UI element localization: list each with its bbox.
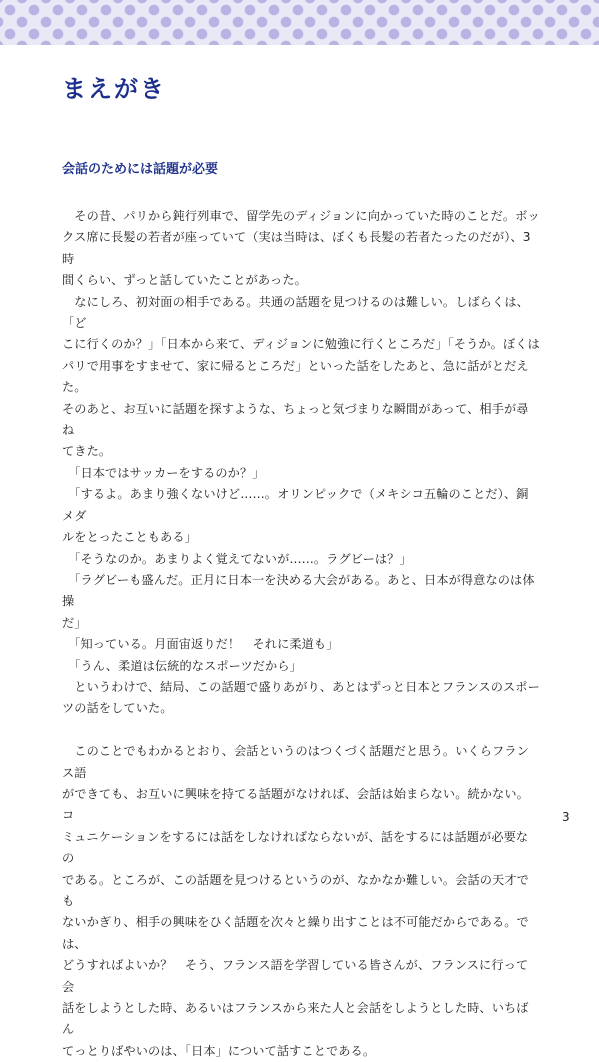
body-line: ないかぎり、相手の興味をひく話題を次々と繰り出すことは不可能だからである。では、 — [62, 915, 529, 951]
body-line: なにしろ、初対面の相手である。共通の話題を見つけるのは難しい。しばらくは、「ど — [62, 294, 529, 331]
body-line: クス席に長髪の若者が座っていて（実は当時は、ぼくも長髪の若者たったのだが）、3時 — [62, 230, 531, 266]
body-text — [62, 206, 540, 1062]
body-line: 「するよ。あまり強くないけど……。オリンピックで（メキシコ五輪のことだ）、銅メダ — [62, 487, 529, 523]
body-line: 話をしようとした時、あるいはフランスから来た人と会話をしようとした時、いちばん — [62, 1001, 529, 1037]
paragraph-gap — [62, 720, 540, 741]
body-line: 「うん、柔道は伝統的なスポーツだから」 — [62, 658, 302, 673]
body-line: だ」 — [62, 615, 87, 630]
chapter-title: まえがき — [62, 75, 166, 103]
body-line: どうすればよいか？ そう、フランス語を学習している皆さんが、フランスに行って会 — [62, 958, 529, 994]
body-line: パリで用事をすませて、家に帰るところだ」といった話をしたあと、急に話がとだえた。 — [62, 358, 529, 395]
body-line: そのあと、お互いに話題を探すような、ちょっと気づまりな瞬間があって、相手が尋ね — [62, 401, 529, 438]
body-line: 間くらい、ずっと話していたことがあった。 — [62, 273, 307, 288]
body-line: てきた。 — [62, 444, 112, 459]
body-line: 「ラグビーも盛んだ。正月に日本一を決める大会がある。あと、日本が得意なのは体操 — [62, 572, 535, 609]
body-line: ルをとったこともある」 — [62, 530, 197, 545]
body-line: このことでもわかるとおり、会話というのはつくづく話題だと思う。いくらフランス語 — [62, 744, 529, 780]
body-line: というわけで、結局、この話題で盛りあがり、あとはずっと日本とフランスのスポー — [62, 679, 540, 694]
dotted-header-band — [0, 0, 599, 45]
body-line: ができても、お互いに興味を持てる話題がなければ、会話は始まらない。続かない。コ — [62, 786, 529, 823]
body-line: てっとりばやいのは、「日本」について話すことである。 — [62, 1043, 376, 1058]
body-line: その昔、パリから鈍行列車で、留学先のディジョンに向かっていた時のことだ。ボッ — [62, 209, 540, 223]
body-line: ツの話をしていた。 — [62, 701, 173, 716]
body-line: 「知っている。月面宙返りだ！ それに柔道も」 — [62, 637, 339, 652]
section-heading: 会話のためには話題が必要 — [62, 162, 219, 177]
body-line: ミュニケーションをするには話をしなければならないが、話をするには話題が必要なの — [62, 829, 529, 866]
body-line: 「そうなのか。あまりよく覚えてないが……。ラグビーは？」 — [62, 551, 412, 566]
body-line: 「日本ではサッカーをするのか？」 — [62, 465, 265, 480]
page-number: 3 — [562, 810, 570, 824]
body-line: である。ところが、この話題を見つけるというのが、なかなか難しい。会話の天才でも — [62, 872, 529, 908]
body-line: こに行くのか？」「日本から来て、ディジョンに勉強に行くところだ」「そうか。ぼくは — [62, 337, 540, 352]
